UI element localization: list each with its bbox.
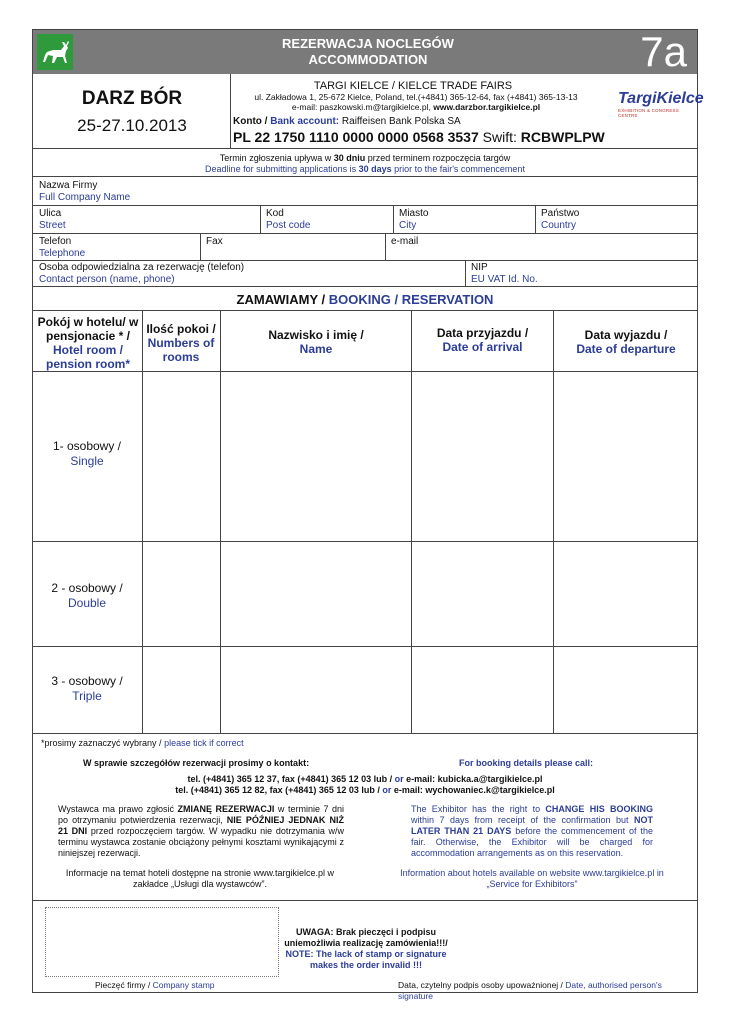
- contact1-or: or: [392, 774, 407, 784]
- header-pl: Data wyjazdu /: [584, 328, 668, 342]
- label-pl: Państwo: [541, 208, 580, 219]
- swift-code: RCBWPLPW: [520, 129, 605, 145]
- policy-en-b: CHANGE HIS BOOKING: [545, 804, 654, 814]
- iban: PL 22 1750 1110 0000 0000 0568 3537: [233, 129, 479, 145]
- contact2-or: or: [379, 785, 394, 795]
- divider: [33, 286, 697, 287]
- row-label-en: Double: [67, 596, 107, 610]
- divider: [33, 205, 697, 206]
- header-en: Date of departure: [576, 342, 676, 356]
- row-double: [33, 581, 141, 611]
- label-pl: NIP: [471, 262, 488, 273]
- policy-pl-c: w terminie 7 dni po otrzymaniu potwierdzenia rezerwacji,: [58, 804, 345, 825]
- iban-line: [233, 129, 605, 145]
- sign-label-en: Date, authorised person's signature: [398, 980, 662, 1001]
- header-pl: Data przyjazdu /: [436, 326, 529, 340]
- company-stamp-label: [95, 980, 215, 991]
- table-top: [33, 310, 697, 311]
- contact2-email[interactable]: e-mail: wychowaniec.k@targikielce.pl: [393, 785, 555, 795]
- row-label-pl: 2 - osobowy /: [51, 581, 123, 595]
- hotels-info-pl: Informacje na temat hoteli dostępne na stronie www.targikielce.pl w zakładce „Usługi dla wystawców”.: [65, 868, 335, 889]
- label-en: Post code: [266, 220, 311, 231]
- deadline-pl-a: Termin zgłoszenia upływa w: [219, 153, 334, 163]
- deadline-en-c: prior to the fair's commencement: [391, 164, 525, 174]
- fair-name: DARZ BÓR: [81, 88, 183, 109]
- table-col-divider: [411, 310, 412, 733]
- row-single: [33, 439, 141, 469]
- company-name-field[interactable]: [39, 180, 130, 204]
- form-number: 7a: [640, 28, 687, 75]
- label-en: City: [399, 220, 417, 231]
- label-pl: Nazwa Firmy: [39, 180, 98, 191]
- booking-title-en: BOOKING / RESERVATION: [328, 292, 494, 307]
- row-triple: [33, 674, 141, 704]
- divider: [393, 205, 394, 233]
- deadline-pl-b: 30 dniu: [333, 153, 366, 163]
- label-en: Country: [541, 220, 577, 231]
- signature-label: [398, 980, 697, 1002]
- divider: [33, 148, 697, 149]
- country-field[interactable]: [541, 208, 579, 232]
- table-bottom: [33, 733, 697, 734]
- warning: [258, 927, 474, 971]
- form-title: [233, 36, 503, 68]
- stamp-label-en: Company stamp: [150, 980, 215, 990]
- row-label-en: Triple: [72, 689, 102, 703]
- policy-en-c: within 7 days from receipt of the confirmation but: [411, 815, 634, 825]
- label: Fax: [206, 236, 223, 247]
- table-row-divider: [33, 371, 697, 372]
- bank-label-en: Bank account:: [270, 116, 340, 127]
- contacts-heading-en: For booking details please call:: [459, 758, 594, 768]
- organizer-name: TARGI KIELCE / KIELCE TRADE FAIRS: [313, 80, 513, 92]
- divider: [33, 233, 697, 234]
- policy-pl-a: Wystawca ma prawo zgłosić: [58, 804, 178, 814]
- header-en: Hotel room / pension room*: [45, 343, 130, 371]
- email-field[interactable]: [391, 236, 418, 248]
- city-field[interactable]: [399, 208, 428, 232]
- header-pl: Ilość pokoi /: [146, 322, 216, 336]
- bank-line: [233, 116, 461, 127]
- row-label-pl: 1- osobowy /: [52, 439, 122, 453]
- brand-name: TargiKielce: [618, 90, 704, 107]
- row-label-pl: 3 - osobowy /: [51, 674, 123, 688]
- footnote-star: *: [41, 738, 45, 748]
- col-header-room: [35, 315, 141, 371]
- header-en: Date of arrival: [442, 340, 523, 354]
- label-en: Full Company Name: [39, 192, 131, 203]
- label-pl: Kod: [266, 208, 284, 219]
- divider: [260, 205, 261, 233]
- label-pl: Ulica: [39, 208, 62, 219]
- divider: [33, 176, 697, 177]
- label-en: Contact person (name, phone): [39, 274, 175, 285]
- deadline-pl-c: przed terminem rozpoczęcia targów: [365, 153, 511, 163]
- contacts-heading-pl: W sprawie szczegółów rezerwacji prosimy o kontakt:: [83, 758, 310, 768]
- fair-box: [33, 74, 231, 148]
- contact-line: [229, 102, 603, 112]
- footnote: [41, 738, 244, 749]
- fair-dates: 25-27.10.2013: [77, 116, 187, 135]
- divider: [535, 205, 536, 233]
- footnote-pl: prosimy zaznaczyć wybrany /: [44, 738, 162, 748]
- label: e-mail: [391, 236, 419, 247]
- table-col-divider: [553, 310, 554, 733]
- header-pl: Pokój w hotelu/ w pensjonacie * /: [37, 315, 139, 343]
- bank-name: Raiffeisen Bank Polska SA: [341, 116, 461, 127]
- change-policy-pl: [58, 804, 344, 859]
- table-row-divider: [33, 541, 697, 542]
- address-line: ul. Zakładowa 1, 25-672 Kielce, Poland, tel.(+4841) 365-12-64, fax (+4841) 365-13-13: [254, 92, 578, 102]
- deadline-en-b: 30 days: [358, 164, 392, 174]
- row-label-en: Single: [70, 454, 104, 468]
- divider: [465, 260, 466, 286]
- warning-en-2: makes the order invalid !!!: [309, 960, 423, 970]
- divider: [33, 260, 697, 261]
- table-row-divider: [33, 646, 697, 647]
- contact-person-field[interactable]: [39, 262, 244, 286]
- sign-label-pl: Data, czytelny podpis osoby upoważnionej /: [398, 980, 563, 990]
- nip-field[interactable]: [471, 262, 538, 286]
- table-col-divider: [142, 310, 143, 733]
- title-en: ACCOMMODATION: [308, 52, 428, 67]
- label-pl: Osoba odpowiedzialna za rezerwację (telefon): [39, 262, 245, 273]
- brand-sub: EXHIBITION & CONGRESS CENTRE: [618, 108, 679, 118]
- deer-icon: [37, 34, 73, 70]
- policy-en-a: The Exhibitor has the right to: [411, 804, 546, 814]
- col-header-count: [144, 322, 218, 364]
- post-code-field[interactable]: [266, 208, 310, 232]
- label-pl: Telefon: [39, 236, 72, 247]
- label-en: Street: [39, 220, 66, 231]
- change-policy-en: [411, 804, 653, 859]
- stamp-label-pl: Pieczęć firmy /: [95, 980, 151, 990]
- deadline-en-a: Deadline for submitting applications is: [205, 164, 359, 174]
- organizer-website[interactable]: www.darzbor.targikielce.pl: [433, 102, 541, 112]
- col-header-arrival: [413, 326, 552, 354]
- policy-en-d: NOT LATER THAN 21 DAYS: [411, 815, 653, 836]
- header-pl: Nazwisko i imię /: [268, 328, 364, 342]
- hotels-info-en: Information about hotels available on website www.targikielce.pl in „Service for Exhibitors”: [400, 868, 664, 889]
- col-header-name: [222, 328, 410, 356]
- divider: [33, 900, 697, 901]
- header-en: Name: [299, 342, 333, 356]
- footnote-en: please tick if correct: [161, 738, 244, 748]
- swift-label: Swift:: [482, 129, 517, 145]
- divider: [200, 233, 201, 260]
- fax-field[interactable]: [206, 236, 223, 248]
- policy-pl-e: przed rozpoczęciem targów. W wypadku nie dotrzymania w/w terminu wystawca zostanie obciążony pełnymi kosztami wynikającymi z niniejszej rezerwacji.: [58, 826, 344, 858]
- policy-en-e: before the commencement of the fair. Otherwise, the Exhibitor will be charged for accommodation arrangements as on this reservation.: [411, 826, 653, 858]
- divider: [385, 233, 386, 260]
- booking-title: [33, 292, 697, 307]
- booking-title-pl: ZAMAWIAMY /: [236, 292, 326, 307]
- organizer-email: e-mail: paszkowski.m@targikielce.pl,: [291, 102, 434, 112]
- contacts-lines: [33, 774, 697, 796]
- targi-kielce-logo: [618, 90, 704, 118]
- policy-pl-d: NIE PÓŹNIEJ JEDNAK NIŻ 21 DNI: [58, 815, 344, 836]
- reservation-form: [32, 28, 704, 1001]
- company-stamp-box[interactable]: [45, 907, 279, 977]
- contact1-phone: tel. (+4841) 365 12 37, fax (+4841) 365 12 03 lub /: [187, 774, 393, 784]
- policy-pl-b: ZMIANĘ REZERWACJI: [177, 804, 275, 814]
- warning-pl-2: uniemożliwia realizację zamówienia!!!/: [284, 938, 448, 948]
- header-en: Numbers of rooms: [147, 336, 215, 364]
- label-pl: Miasto: [399, 208, 429, 219]
- table-col-divider: [220, 310, 221, 733]
- title-pl: REZERWACJA NOCLEGÓW: [282, 36, 454, 51]
- street-field[interactable]: [39, 208, 66, 232]
- organizer-address: [229, 92, 603, 112]
- label-en: EU VAT Id. No.: [471, 274, 538, 285]
- bank-label-pl: Konto /: [233, 116, 268, 127]
- col-header-departure: [555, 328, 697, 356]
- warning-pl-1: UWAGA: Brak pieczęci i podpisu: [295, 927, 437, 937]
- phone-field[interactable]: [39, 236, 85, 260]
- warning-en-1: NOTE: The lack of stamp or signature: [285, 949, 447, 959]
- contact2-phone: tel. (+4841) 365 12 82, fax (+4841) 365 12 03 lub /: [175, 785, 380, 795]
- deadline-notice: [33, 153, 697, 175]
- label-en: Telephone: [39, 248, 86, 259]
- contact1-email[interactable]: e-mail: kubicka.a@targikielce.pl: [406, 774, 543, 784]
